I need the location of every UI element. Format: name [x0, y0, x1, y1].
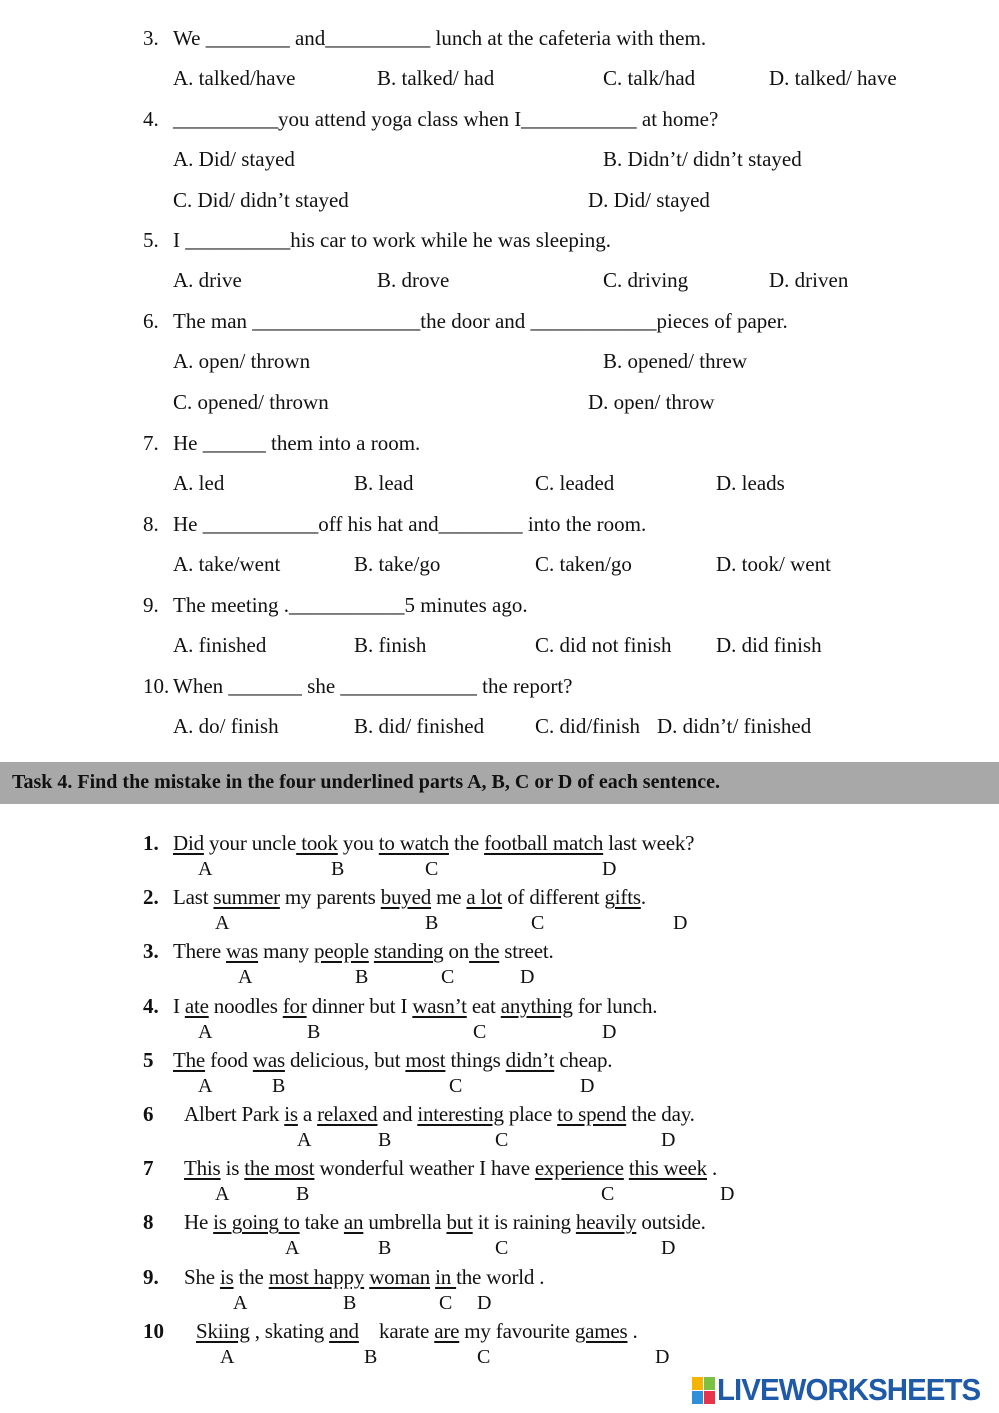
underlined-part: to watch — [378, 831, 449, 855]
part-letter-a: A — [198, 1020, 213, 1043]
answer-option: A. led — [173, 471, 225, 495]
question-number: 5. — [143, 228, 159, 252]
answer-option: B. lead — [354, 471, 414, 495]
answer-option: D. didn’t/ finished — [657, 714, 812, 738]
part-letter-d: D — [661, 1129, 676, 1151]
sentence-number: 3. — [143, 939, 159, 964]
sentence-number: 10 — [143, 1318, 164, 1343]
answer-option: D. open/ throw — [588, 390, 715, 414]
answer-option: D. did finish — [716, 633, 822, 657]
sentence-number: 8 — [143, 1210, 154, 1235]
sentence-fragment: food — [205, 1047, 253, 1072]
sentence-text — [184, 1265, 544, 1289]
underlined-part: buyed — [380, 885, 432, 910]
part-letter-d: D — [655, 1345, 670, 1368]
task4-header-band — [0, 762, 999, 804]
underlined-part: interesting — [417, 1102, 504, 1126]
answer-option: C. talk/had — [603, 66, 696, 90]
answer-option: C. leaded — [535, 471, 615, 495]
answer-option: B. finish — [354, 633, 427, 657]
part-letter-d: D — [602, 858, 617, 880]
sentence-number: 4. — [143, 993, 159, 1018]
underlined-part: anything — [500, 993, 573, 1018]
part-letter-d: D — [661, 1237, 676, 1260]
sentence-text — [184, 1102, 695, 1126]
part-letter-a: A — [215, 912, 230, 935]
underlined-part: gifts — [604, 885, 641, 910]
part-letter-a: A — [297, 1129, 312, 1151]
sentence-fragment: last week? — [603, 831, 695, 855]
part-letter-c: C — [425, 858, 439, 880]
underlined-part: is going to — [213, 1210, 300, 1235]
underlined-part: to spend — [557, 1102, 627, 1126]
part-letter-d: D — [477, 1291, 492, 1314]
sentence-fragment: wonderful weather I have — [314, 1156, 535, 1181]
sentence-fragment: She — [184, 1264, 220, 1289]
part-letter-a: A — [233, 1291, 248, 1314]
sentence-fragment: delicious, but — [284, 1047, 406, 1072]
underlined-part: people — [314, 939, 369, 964]
underlined-part: a lot — [466, 885, 503, 910]
sentence-fragment: Last — [173, 885, 214, 910]
answer-option: A. take/went — [173, 552, 281, 576]
sentence-fragment: for lunch. — [572, 993, 658, 1018]
sentence-number: 7 — [143, 1156, 154, 1181]
underlined-part: summer — [213, 885, 280, 910]
answer-option: C. Did/ didn’t stayed — [173, 188, 349, 212]
sentence-fragment: is — [220, 1156, 245, 1181]
answer-option: A. talked/have — [173, 66, 296, 90]
part-letter-d: D — [520, 966, 535, 989]
question-number: 4. — [143, 107, 159, 131]
answer-option: B. did/ finished — [354, 714, 485, 738]
answer-option: A. finished — [173, 633, 267, 657]
answer-option: C. taken/go — [535, 552, 632, 576]
sentence-fragment: your uncle — [203, 831, 297, 855]
sentence-fragment: of different — [502, 885, 605, 910]
answer-option: B. drove — [377, 268, 450, 292]
underlined-part: was — [226, 939, 259, 964]
sentence-fragment: . — [627, 1318, 638, 1343]
underlined-part: Skiing — [196, 1318, 250, 1343]
sentence-fragment: Albert Park — [184, 1102, 285, 1126]
sentence-fragment: eat — [466, 993, 501, 1018]
sentence-text — [184, 1210, 706, 1234]
question-number: 6. — [143, 309, 159, 333]
underlined-part: relaxed — [317, 1102, 378, 1126]
sentence-fragment: you — [337, 831, 379, 855]
underlined-part: most happy — [268, 1264, 365, 1289]
part-letter-b: B — [378, 1129, 392, 1151]
part-letter-b: B — [343, 1291, 357, 1314]
part-letter-a: A — [198, 1074, 213, 1097]
question-text: I __________his car to work while he was sleeping. — [173, 228, 611, 252]
underlined-part: an — [343, 1210, 364, 1235]
underlined-part: is — [219, 1264, 234, 1289]
question-number: 10. — [143, 674, 170, 698]
part-letter-b: B — [364, 1345, 378, 1368]
underlined-part: most — [405, 1047, 446, 1072]
sentence-fragment: and — [377, 1102, 418, 1126]
question-text: The meeting .___________5 minutes ago. — [173, 593, 528, 617]
sentence-fragment: noodles — [208, 993, 283, 1018]
underlined-part: this week — [628, 1156, 707, 1181]
underlined-part: was — [252, 1047, 285, 1072]
part-letter-d: D — [602, 1020, 617, 1043]
question-text: The man ________________the door and ____________pieces of paper. — [173, 309, 788, 333]
sentence-fragment: . — [640, 885, 646, 910]
underlined-part: heavily — [575, 1210, 637, 1235]
underlined-part: standing — [373, 939, 444, 964]
underlined-part: the most — [244, 1156, 315, 1181]
part-letter-c: C — [601, 1183, 615, 1206]
sentence-number: 6 — [143, 1102, 154, 1126]
sentence-fragment: There — [173, 939, 227, 964]
answer-option: D. leads — [716, 471, 785, 495]
underlined-part: but — [446, 1210, 473, 1235]
answer-option: A. do/ finish — [173, 714, 279, 738]
answer-option: B. take/go — [354, 552, 441, 576]
sentence-fragment: umbrella — [363, 1210, 447, 1235]
liveworksheets-logo — [692, 1372, 994, 1408]
sentence-fragment: my parents — [279, 885, 381, 910]
task4-title: Task 4. Find the mistake in the four underlined parts A, B, C or D of each sentence. — [12, 771, 721, 793]
underlined-part: took — [296, 831, 338, 855]
part-letter-c: C — [477, 1345, 491, 1368]
sentence-fragment: outside. — [636, 1210, 706, 1235]
sentence-text — [196, 1319, 638, 1343]
answer-option: D. talked/ have — [769, 66, 897, 90]
sentence-fragment: it is raining — [472, 1210, 576, 1235]
liveworksheets-logo-icon — [692, 1377, 715, 1404]
part-letter-c: C — [531, 912, 545, 935]
sentence-fragment: the — [233, 1264, 269, 1289]
part-letter-c: C — [441, 966, 455, 989]
sentence-fragment: things — [445, 1047, 506, 1072]
sentence-fragment: on — [443, 939, 470, 964]
underlined-part: the — [469, 939, 500, 964]
part-letter-b: B — [307, 1020, 321, 1043]
part-letter-a: A — [198, 858, 213, 880]
question-number: 8. — [143, 512, 159, 536]
answer-option: C. opened/ thrown — [173, 390, 329, 414]
part-letter-b: B — [272, 1074, 286, 1097]
sentence-fragment: I — [173, 993, 185, 1018]
sentence-number: 1. — [143, 831, 159, 855]
question-text: We ________ and__________ lunch at the cafeteria with them. — [173, 26, 707, 50]
part-letter-b: B — [378, 1237, 392, 1260]
answer-option: A. drive — [173, 268, 242, 292]
question-number: 7. — [143, 431, 159, 455]
question-text: When _______ she _____________ the report? — [173, 674, 573, 698]
part-letter-a: A — [215, 1183, 230, 1206]
part-letter-c: C — [449, 1074, 463, 1097]
sentence-fragment: cheap. — [554, 1047, 613, 1072]
part-letter-a: A — [220, 1345, 235, 1368]
underlined-part: Did — [173, 831, 204, 855]
part-letter-c: C — [473, 1020, 487, 1043]
answer-option: B. Didn’t/ didn’t stayed — [603, 147, 802, 171]
underlined-part: games — [574, 1318, 628, 1343]
question-text: __________you attend yoga class when I___________ at home? — [173, 107, 719, 131]
sentence-text — [173, 885, 646, 909]
part-letter-c: C — [439, 1291, 453, 1314]
underlined-part: football match — [484, 831, 604, 855]
part-letter-b: B — [355, 966, 369, 989]
underlined-part: This — [184, 1156, 221, 1181]
part-letter-a: A — [238, 966, 253, 989]
underlined-part: is — [284, 1102, 298, 1126]
part-letter-c: C — [495, 1129, 509, 1151]
answer-option: A. Did/ stayed — [173, 147, 295, 171]
sentence-text — [184, 1156, 717, 1180]
answer-option: C. did/finish — [535, 714, 641, 738]
question-number: 3. — [143, 26, 159, 50]
underlined-part: wasn’t — [412, 993, 467, 1018]
answer-option: C. driving — [603, 268, 689, 292]
part-letter-b: B — [296, 1183, 310, 1206]
sentence-fragment: the world . — [456, 1264, 545, 1289]
logo-text: LIVEWORKSHEETS — [717, 1372, 981, 1407]
underlined-part: The — [173, 1047, 206, 1072]
part-letter-a: A — [285, 1237, 300, 1260]
underlined-part: are — [434, 1318, 460, 1343]
underlined-part: didn’t — [505, 1047, 555, 1072]
part-letter-d: D — [580, 1074, 595, 1097]
sentence-fragment: the day. — [626, 1102, 695, 1126]
question-number: 9. — [143, 593, 159, 617]
answer-option: A. open/ thrown — [173, 349, 311, 373]
sentence-fragment: dinner but I — [306, 993, 413, 1018]
sentence-fragment: place — [503, 1102, 558, 1126]
answer-option: B. talked/ had — [377, 66, 495, 90]
sentence-text — [173, 994, 657, 1018]
underlined-part: experience — [534, 1156, 624, 1181]
underlined-part: and — [329, 1318, 359, 1343]
part-letter-d: D — [673, 912, 688, 935]
answer-option: D. took/ went — [716, 552, 831, 576]
part-letter-b: B — [331, 858, 345, 880]
underlined-part: ate — [184, 993, 209, 1018]
underlined-part: in — [435, 1264, 457, 1289]
underlined-part: for — [282, 993, 307, 1018]
sentence-text — [173, 1048, 612, 1072]
sentence-fragment: , skating — [249, 1318, 330, 1343]
sentence-number: 9. — [143, 1264, 159, 1289]
answer-option: D. Did/ stayed — [588, 188, 710, 212]
part-letter-c: C — [495, 1237, 509, 1260]
sentence-fragment: take — [299, 1210, 344, 1235]
part-letter-d: D — [720, 1183, 735, 1206]
question-text: He ______ them into a room. — [173, 431, 421, 455]
sentence-fragment: . — [706, 1156, 718, 1181]
sentence-fragment: street. — [499, 939, 554, 964]
sentence-number: 2. — [143, 885, 159, 910]
answer-option: B. opened/ threw — [603, 349, 748, 373]
sentence-text — [173, 939, 554, 963]
part-letter-b: B — [425, 912, 439, 935]
question-text: He ___________off his hat and________ into the room. — [173, 512, 647, 536]
answer-option: D. driven — [769, 268, 849, 292]
sentence-fragment: many — [258, 939, 315, 964]
sentence-fragment: the — [448, 831, 485, 855]
sentence-fragment: a — [297, 1102, 318, 1126]
sentence-fragment: karate — [358, 1318, 435, 1343]
sentence-fragment: me — [431, 885, 467, 910]
sentence-text — [173, 831, 694, 855]
sentence-fragment: my favourite — [459, 1318, 575, 1343]
sentence-fragment: He — [184, 1210, 214, 1235]
answer-option: C. did not finish — [535, 633, 672, 657]
sentence-number: 5 — [143, 1047, 154, 1072]
underlined-part: woman — [369, 1264, 431, 1289]
